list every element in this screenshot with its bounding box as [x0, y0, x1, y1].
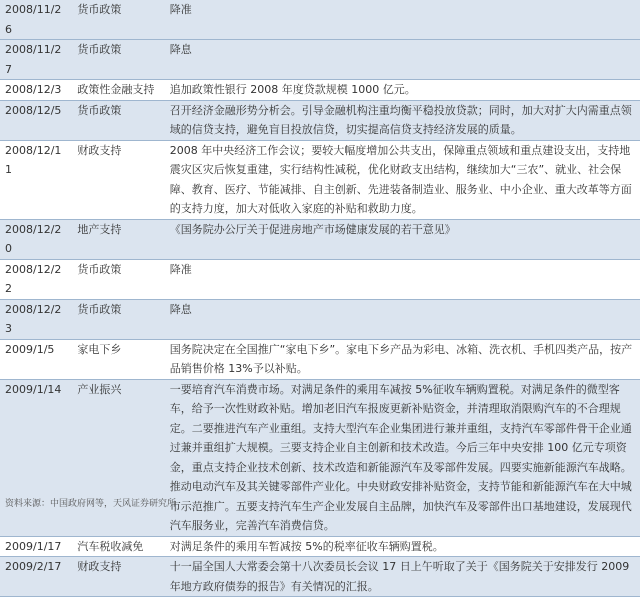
content-cell: 降准: [165, 259, 640, 299]
date-cell: 2008/12/3: [0, 80, 72, 101]
table-row: [0, 299, 640, 339]
content-cell: 召开经济金融形势分析会。引导金融机构注重均衡平稳投放贷款；同时，加大对扩大内需重点领域的信贷支持，避免盲目投放信贷，切实提高信贷支持经济发展的质量。: [165, 100, 640, 140]
content-cell: 对满足条件的乘用车暂减按 5%的税率征收车辆购置税。: [165, 536, 640, 557]
table-row: [0, 40, 640, 80]
type-cell: 货币政策: [72, 259, 164, 299]
date-cell: 2009/1/5: [0, 339, 72, 379]
type-cell: 政策性金融支持: [72, 80, 164, 101]
date-cell: 2008/12/23: [0, 299, 72, 339]
date-cell: 2008/11/27: [0, 40, 72, 80]
date-cell: 2009/2/17: [0, 557, 72, 597]
table-row: [0, 557, 640, 597]
content-cell: 十一届全国人大常委会第十八次委员长会议 17 日上午听取了关于《国务院关于安排发行 2009 年地方政府债券的报告》有关情况的汇报。: [165, 557, 640, 597]
content-cell: 降息: [165, 40, 640, 80]
type-cell: 货币政策: [72, 40, 164, 80]
content-cell: 《国务院办公厅关于促进房地产市场健康发展的若干意见》: [165, 219, 640, 259]
type-cell: 家电下乡: [72, 339, 164, 379]
date-cell: 2008/11/26: [0, 0, 72, 40]
content-cell: 追加政策性银行 2008 年度贷款规模 1000 亿元。: [165, 80, 640, 101]
table-row: [0, 379, 640, 536]
content-cell: 降息: [165, 299, 640, 339]
date-cell: 2008/12/11: [0, 140, 72, 219]
source-note: 资料来源：中国政府网等，天风证券研究所: [5, 499, 177, 509]
type-cell: 产业振兴: [72, 379, 164, 536]
table-row: [0, 339, 640, 379]
content-cell: 降准: [165, 0, 640, 40]
table-row: [0, 219, 640, 259]
table-row: [0, 80, 640, 101]
type-cell: 汽车税收减免: [72, 536, 164, 557]
type-cell: 财政支持: [72, 557, 164, 597]
table-row: [0, 140, 640, 219]
type-cell: 货币政策: [72, 100, 164, 140]
date-cell: 2008/12/20: [0, 219, 72, 259]
table-row: [0, 0, 640, 40]
table-row: [0, 100, 640, 140]
type-cell: 财政支持: [72, 140, 164, 219]
type-cell: 地产支持: [72, 219, 164, 259]
content-cell: 2008 年中央经济工作会议；要较大幅度增加公共支出，保障重点领域和重点建设支出，支持地震灾区灾后恢复重建，实行结构性减税，优化财政支出结构，继续加大“三农”、就业、社会保障、教育、医疗、节能减排、自主创新、先进装备制造业、服务业、中小企业、重大改革等方面的支持力度，加大对低收入家庭的补贴和救助力度。: [165, 140, 640, 219]
type-cell: 货币政策: [72, 299, 164, 339]
date-cell: 2008/12/22: [0, 259, 72, 299]
type-cell: 货币政策: [72, 0, 164, 40]
content-cell: 一要培育汽车消费市场。对满足条件的乘用车减按 5%征收车辆购置税。对满足条件的微型客车，给予一次性财政补贴。增加老旧汽车报废更新补贴资金，并清理取消限购汽车的不合理规定。二要推进汽车产业重组。支持大型汽车企业集团进行兼并重组，支持汽车零部件骨干企业通过兼并重组扩大规模。三要支持企业自主创新和技术改造。今后三年中央安排 100 亿元专项资金，重点支持企业技术创新、技术改造和新能源汽车及零部件发展。四要实施新能源汽车战略。推动电动汽车及其关键零部件产业化。中央财政安排补贴资金，支持节能和新能源汽车在大中城市示范推广。五要支持汽车生产企业发展自主品牌，加快汽车及零部件出口基地建设，发展现代汽车服务业，完善汽车消费信贷。: [165, 379, 640, 536]
table-row: [0, 536, 640, 557]
date-cell: 2008/12/5: [0, 100, 72, 140]
date-cell: 2009/1/14: [0, 379, 72, 536]
date-cell: 2009/1/17: [0, 536, 72, 557]
table-row: [0, 259, 640, 299]
content-cell: 国务院决定在全国推广“家电下乡”。家电下乡产品为彩电、冰箱、洗衣机、手机四类产品，按产品销售价格 13%予以补贴。: [165, 339, 640, 379]
